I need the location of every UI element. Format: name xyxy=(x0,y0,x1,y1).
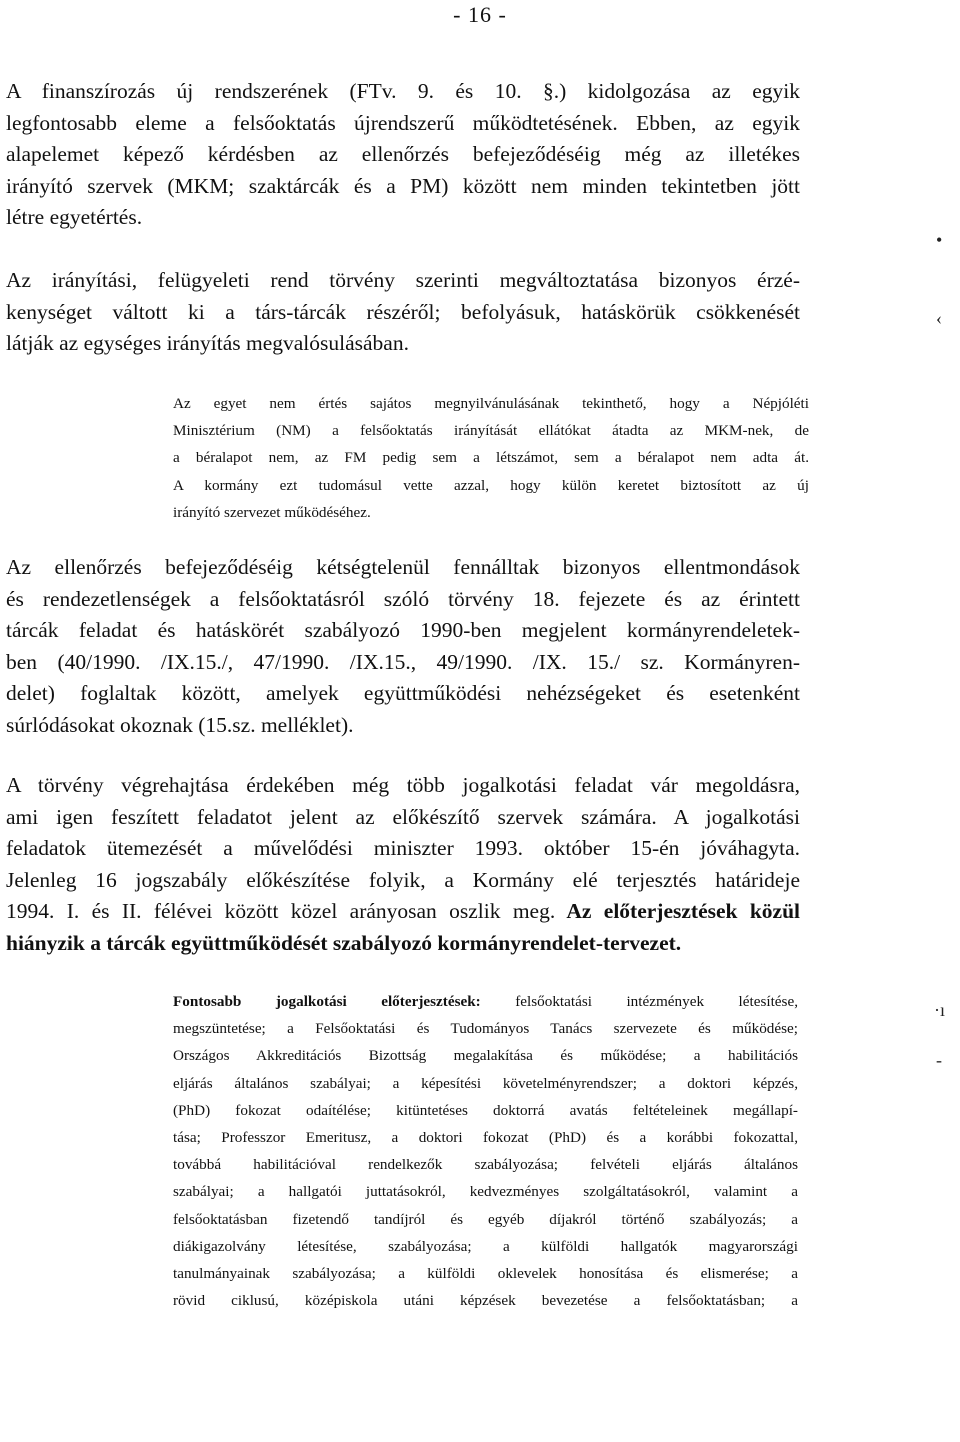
governance-line: Az irányítási, felügyeleti rend törvény szerinti megváltoztatása bizonyos érzé- xyxy=(6,268,800,292)
financing-line: irányító szervek (MKM; szaktárcák és a PM) között nem minden tekintetben jött xyxy=(6,173,800,198)
contradictions-line: delet) foglaltak között, amelyek együttműködési nehézségeket és esetenként xyxy=(6,681,800,706)
legislation-bold-text: Az előterjesztések közül xyxy=(555,899,800,924)
proposals-line: továbbá habilitációval rendelkezők szabályozása; felvételi eljárás általános xyxy=(173,1156,798,1174)
proposals-lead: Fontosabb jogalkotási előterjesztések: xyxy=(173,993,481,1010)
proposals-line: megszüntetése; a Felsőoktatási és Tudományos Tanács szervezete és működése; xyxy=(173,1020,798,1038)
proposals-line: szabályai; a hallgatói juttatásokról, kedvezményes szolgáltatásokról, valamint a xyxy=(173,1183,798,1201)
proposals-line: Országos Akkreditációs Bizottság megalakítása és működése; a habilitációs xyxy=(173,1047,798,1065)
margin-mark: • xyxy=(936,230,943,250)
legislation-line: ami igen feszített feladatot jelent az előkészítő szervek számára. A jogalkotási xyxy=(6,804,800,829)
governance-line: látják az egységes irányítás megvalósulásában. xyxy=(6,331,409,356)
proposals-line: felsőoktatásban fizetendő tandíjról és egyéb díjakról történő szabályozás; a xyxy=(173,1210,798,1228)
legislation-line xyxy=(6,896,800,928)
paragraph-legislation xyxy=(6,770,800,960)
legislation-normal-text: 1994. I. és II. félévei között közel arányosan oszlik meg. xyxy=(6,899,556,924)
proposals-line: (PhD) fokozat odaítélése; kitüntetéses doktorrá avatás feltételeinek megállapí- xyxy=(173,1101,798,1119)
margin-mark: ‹ xyxy=(936,308,942,328)
proposals-line: eljárás általános szabályai; a képesítési követelményrendszer; a doktori képzés, xyxy=(173,1074,798,1092)
contradictions-line: tárcák feladat és hatáskörét szabályozó 1990-ben megjelent kormányrendeletek- xyxy=(6,618,800,643)
proposals-line: rövid ciklusú, középiskola utáni képzések bevezetése a felsőoktatásban; a xyxy=(173,1292,798,1310)
proposals-lead-rest: felsőoktatási intézmények létesítése, xyxy=(480,993,798,1010)
contradictions-line: ben (40/1990. /IX.15./, 47/1990. /IX.15., 49/1990. /IX. 15./ sz. Kormányren- xyxy=(6,649,800,674)
contradictions-line: Az ellenőrzés befejeződéséig kétségtelenül fennálltak bizonyos ellentmondások xyxy=(6,555,800,579)
margin-mark: - xyxy=(936,1050,942,1070)
disagreement-line: Az egyet nem értés sajátos megnyilvánulásának tekinthető, hogy a Népjóléti xyxy=(173,395,809,412)
paragraph-financing xyxy=(6,76,800,234)
contradictions-line: súrlódásokat okoznak (15.sz. melléklet). xyxy=(6,712,354,737)
paragraph-governance xyxy=(6,265,800,360)
proposals-line: diákigazolvány létesítése, szabályozása; a külföldi hallgatók magyarországi xyxy=(173,1237,798,1255)
financing-line: A finanszírozás új rendszerének (FTv. 9. és 10. §.) kidolgozása az egyik xyxy=(6,79,800,103)
proposals-line: tása; Professzor Emeritusz, a doktori fokozat (PhD) és a korábbi fokozattal, xyxy=(173,1129,798,1147)
financing-line: legfontosabb eleme a felsőoktatás újrendszerű működtetésének. Ebben, az egyik xyxy=(6,110,800,135)
disagreement-line: irányító szervezet működéséhez. xyxy=(173,503,371,521)
proposals-lead-line xyxy=(173,988,798,1015)
proposals-line: tanulmányainak szabályozása; a külföldi oklevelek honosítása és elismerése; a xyxy=(173,1265,798,1283)
disagreement-line: a béralapot nem, az FM pedig sem a létszámot, sem a béralapot nem adta át. xyxy=(173,449,809,467)
page-number: - 16 - xyxy=(453,2,507,27)
margin-mark: ·ı xyxy=(934,1000,945,1020)
financing-line: létre egyetértés. xyxy=(6,205,143,230)
legislation-bold-line: hiányzik a tárcák együttműködését szabályozó kormányrendelet-tervezet. xyxy=(6,930,682,955)
disagreement-line: A kormány ezt tudomásul vette azzal, hogy külön keretet biztosított az új xyxy=(173,476,809,494)
note-legislative-proposals xyxy=(173,988,798,1314)
legislation-line: Jelenleg 16 jogszabály előkészítése folyik, a Kormány elé terjesztés határideje xyxy=(6,867,800,892)
disagreement-line: Minisztérium (NM) a felsőoktatás irányítását ellátókat átadta az MKM-nek, de xyxy=(173,422,809,440)
note-disagreement xyxy=(173,390,809,526)
paragraph-contradictions xyxy=(6,552,800,742)
contradictions-line: és rendezetlenségek a felsőoktatásról szóló törvény 18. fejezete és az érintett xyxy=(6,586,800,611)
governance-line: kenységet váltott ki a társ-tárcák részéről; befolyásuk, hatáskörük csökkenését xyxy=(6,299,800,324)
financing-line: alapelemet képező kérdésben az ellenőrzés befejeződéséig még az illetékes xyxy=(6,142,800,167)
legislation-line: feladatok ütemezését a művelődési miniszter 1993. október 15-én jóváhagyta. xyxy=(6,836,800,861)
legislation-line: A törvény végrehajtása érdekében még több jogalkotási feladat vár megoldásra, xyxy=(6,773,800,797)
